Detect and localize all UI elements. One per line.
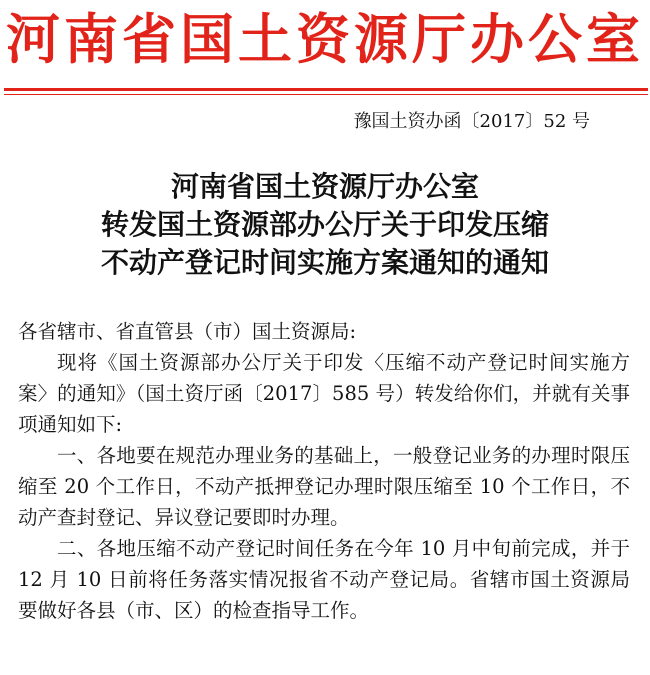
masthead-rule-thick [4, 88, 648, 91]
masthead-rule-thin [4, 94, 648, 95]
addressee-line: 各省辖市、省直管县（市）国土资源局: [18, 320, 357, 343]
title-line-2: 转发国土资源部办公厅关于印发压缩 [100, 208, 549, 241]
body-paragraph-intro: 现将《国土资源部办公厅关于印发〈压缩不动产登记时间实施方案〉的通知》（国土资厅函〔2017〕585 号）转发给你们，并就有关事项通知如下: [18, 351, 630, 436]
body-paragraph-item-2: 二、各地压缩不动产登记时间任务在今年 10 月中旬前完成，并于 12 月 10 日前将任务落实情况报省不动产登记局。省辖市国土资源局要做好各县（市、区）的检查指导工作。 [18, 537, 630, 622]
title-line-3: 不动产登记时间实施方案通知的通知 [100, 246, 549, 279]
title-line-1: 河南省国土资源厅办公室 [170, 170, 479, 203]
masthead [0, 0, 650, 80]
masthead-title: 河南省国土资源厅办公室 [6, 8, 644, 71]
document-number: 豫国土资办函〔2017〕52 号 [353, 111, 590, 132]
document-body [18, 316, 630, 626]
body-paragraph-item-1: 一、各地要在规范办理业务的基础上，一般登记业务的办理时限压缩至 20 个工作日，不动产抵押登记办理时限压缩至 10 个工作日，不动产查封登记、异议登记要即时办理。 [18, 444, 630, 529]
document-title [0, 168, 650, 282]
